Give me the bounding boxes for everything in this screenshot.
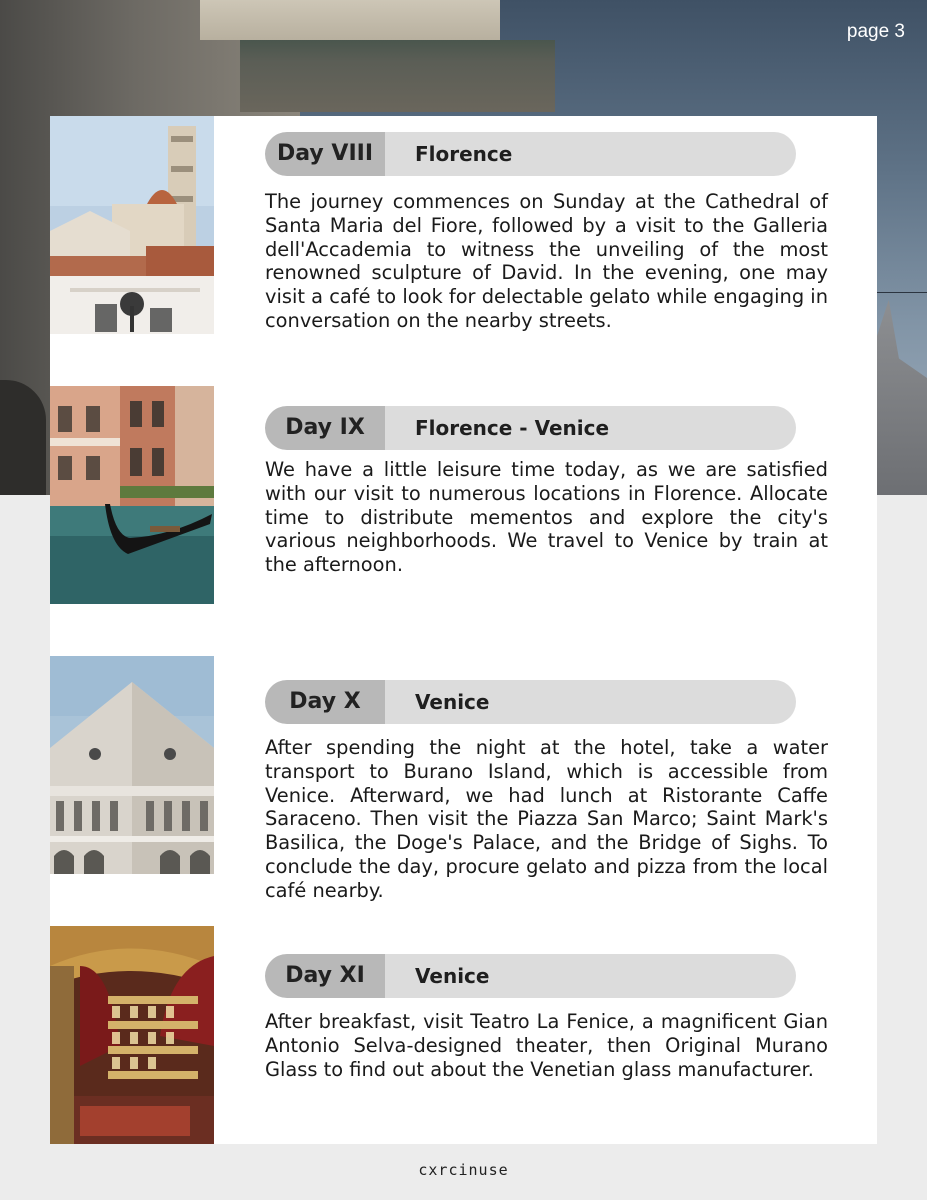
day-label: Day X [265,680,385,724]
day-header-pill [265,680,796,724]
day-header-pill [265,406,796,450]
day-header-pill [265,132,796,176]
city-label: Florence [415,142,513,166]
city-label: Florence - Venice [415,416,610,440]
day-description: After spending the night at the hotel, take a water transport to Burano Island, which is accessible from Venice. Afterward, we had lunch at Ristorante Caffe Saraceno. Then visit the Piazza San Marco; Saint Mark's Basilica, the Doge's Palace, and the Bridge of Sighs. To conclude the day, procure gelato and pizza from the local café nearby. [265,736,828,902]
day-description: The journey commences on Sunday at the Cathedral of Santa Maria del Fiore, followed by a visit to the Galleria dell'Accademia to witness the unveiling of the most renowned sculpture of David. In the evening, one may visit a café to look for delectable gelato while engaging in conversation on the nearby streets. [265,190,828,332]
day-label: Day XI [265,954,385,998]
footer-brand: cxrcinuse [418,1161,509,1179]
day-photo-doges-palace [50,656,214,874]
background-tower [200,0,500,40]
day-description: We have a little leisure time today, as we are satisfied with our visit to numerous locations in Florence. Allocate time to distribute mementos and explore the city's various neighborhoods. We travel to Venice by train at the afternoon. [265,458,828,577]
background-cornice [240,40,555,112]
day-photo-venice-canal [50,386,214,604]
day-photo-florence-cathedral [50,116,214,334]
city-label: Venice [415,690,490,714]
background-wire [876,292,927,293]
day-photo-teatro-la-fenice [50,926,214,1144]
day-label: Day VIII [265,132,385,176]
day-description: After breakfast, visit Teatro La Fenice, a magnificent Gian Antonio Selva-designed theater, then Original Murano Glass to find out about the Venetian glass manufacturer. [265,1010,828,1081]
page-number: page 3 [846,21,905,42]
day-label: Day IX [265,406,385,450]
city-label: Venice [415,964,490,988]
background-spire [876,300,927,495]
itinerary-card [50,116,877,1144]
day-header-pill [265,954,796,998]
